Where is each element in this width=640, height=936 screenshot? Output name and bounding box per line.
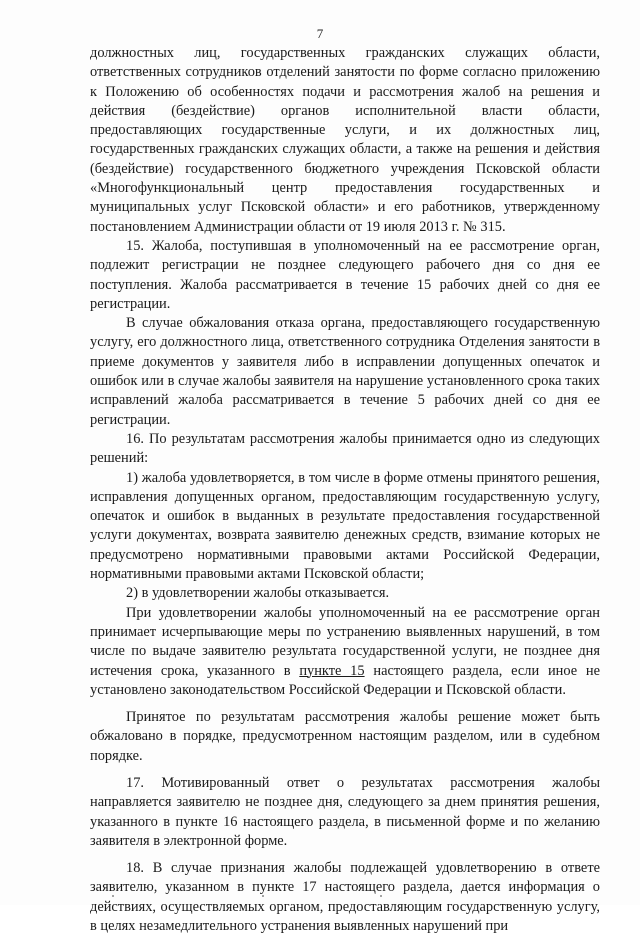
- paragraph-15-appeal: В случае обжалования отказа органа, предоставляющего государственную услугу, его должностного лица, ответственного сотрудника Отделения занятости в приеме документов у заявителя либо в исправлении допущенных опечаток и ошибок или в случае жалобы заявителя на нарушение установленного срока таких исправлений жалоба рассматривается в течение 5 рабочих дней со дня ее регистрации.: [90, 315, 600, 428]
- paragraph-17: 17. Мотивированный ответ о результатах рассмотрения жалобы направляется заявителю не позднее дня, следующего за днем принятия решения, указанного в пункте 16 настоящего раздела, в письменной форме и по желанию заявителя в электронной форме.: [90, 774, 600, 849]
- paragraph-appeal-decision: Принятое по результатам рассмотрения жалобы решение может быть обжаловано в порядке, предусмотренном настоящим разделом, или в судебном порядке.: [90, 709, 600, 764]
- paragraph-18: 18. В случае признания жалобы подлежащей удовлетворению в ответе заявителю, указанном в пункте 17 настоящего раздела, дается информация о действиях, осуществляемых органом, предоставляющим государственную услугу, в целях незамедлительного устранения выявленных нарушений при: [90, 860, 600, 935]
- paragraph-16: 16. По результатам рассмотрения жалобы принимается одно из следующих решений:: [90, 430, 600, 467]
- paragraph-satisfaction-text-end: настоящего раздела, если иное не установлено законодательством Российской Федерации и Псковской области.: [90, 662, 600, 698]
- paragraph-satisfaction-text-start: При удовлетворении жалобы уполномоченный на ее рассмотрение орган принимает исчерпывающие меры по устранению выявленных нарушений, в том числе по выдаче заявителю результата государственной услуги, не позднее дня истечения срока, указанного в: [90, 604, 600, 679]
- paragraph-16-item-1: 1) жалоба удовлетворяется, в том числе в форме отмены принятого решения, исправления допущенных органом, предоставляющим государственную услугу, опечаток и ошибок в выданных в результате предоставления государственной услуги документах, возврата заявителю денежных средств, взимание которых не предусмотрено нормативными правовыми актами Российской Федерации, нормативными правовыми актами Псковской области;: [90, 469, 600, 583]
- scan-dot: [112, 895, 114, 897]
- document-body: [90, 44, 600, 936]
- scan-dot: [262, 895, 264, 897]
- paragraph-satisfaction: [90, 604, 600, 700]
- paragraph-15: 15. Жалоба, поступившая в уполномоченный на ее рассмотрение орган, подлежит регистрации не позднее следующего рабочего дня со дня ее поступления. Жалоба рассматривается в течение 15 рабочих дней со дня ее регистрации.: [90, 237, 600, 312]
- paragraph-continuation: должностных лиц, государственных гражданских служащих области, ответственных сотрудников отделений занятости по форме согласно приложению к Положению об особенностях подачи и рассмотрения жалоб на решения и действия (бездействие) органов исполнительной власти области, предоставляющих государственные услуги, и их должностных лиц, государственных гражданских служащих области, а также на решения и действия (бездействие) государственного бюджетного учреждения Псковской области «Многофункциональный центр предоставления государственных и муниципальных услуг Псковской области» и его работников, утвержденному постановлением Администрации области от 19 июля 2013 г. № 315.: [90, 45, 600, 235]
- paragraph-16-item-2: 2) в удовлетворении жалобы отказывается.: [126, 585, 390, 602]
- clause-15-link[interactable]: пункте 15: [299, 662, 365, 679]
- scan-dot: [380, 895, 382, 897]
- page-number: 7: [316, 26, 324, 41]
- scan-artifacts: [0, 895, 640, 901]
